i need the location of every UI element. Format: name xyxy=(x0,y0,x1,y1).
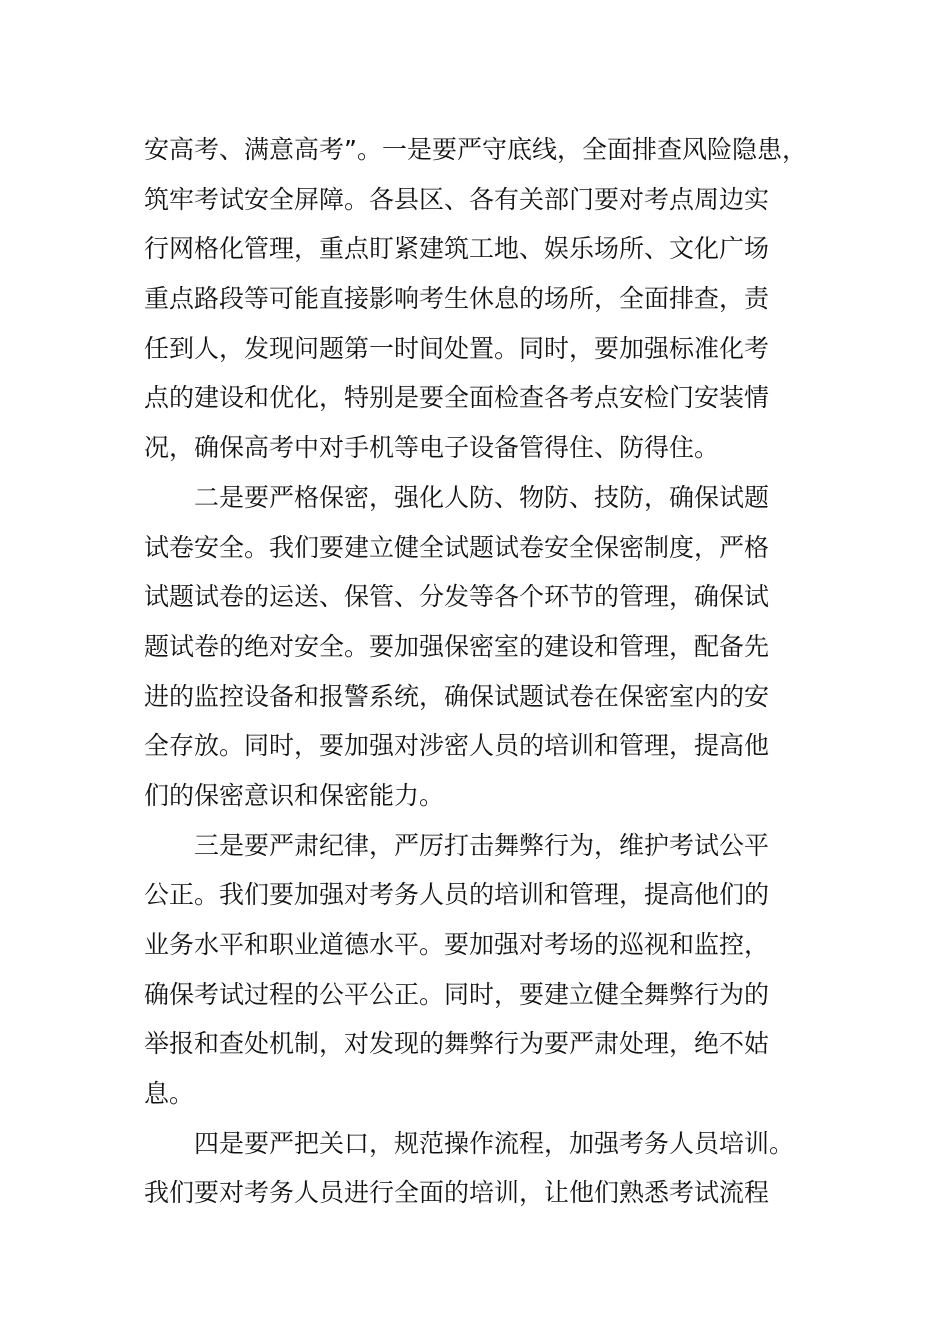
paragraph-2 xyxy=(144,473,820,821)
text-line: 筑牢考试安全屏障。各县区、各有关部门要对考点周边实 xyxy=(144,184,770,214)
text-line: 行网格化管理，重点盯紧建筑工地、娱乐场所、文化广场 xyxy=(144,234,770,264)
text-line: 试题试卷的运送、保管、分发等各个环节的管理，确保试 xyxy=(144,582,770,612)
text-line: 息。 xyxy=(144,1079,195,1109)
text-line: 确保考试过程的公平公正。同时，要建立健全舞弊行为的 xyxy=(144,979,770,1009)
text-line: 题试卷的绝对安全。要加强保密室的建设和管理，配备先 xyxy=(144,631,770,661)
text-line: 进的监控设备和报警系统，确保试题试卷在保密室内的安 xyxy=(144,681,770,711)
paragraph-4 xyxy=(144,1119,820,1218)
text-line: 安高考、满意高考”。一是要严守底线，全面排查风险隐患， xyxy=(144,135,807,164)
text-line: 试卷安全。我们要建立健全试题试卷安全保密制度，严格 xyxy=(144,532,770,562)
paragraph-1 xyxy=(144,125,820,473)
text-line: 二是要严格保密，强化人防、物防、技防，确保试题 xyxy=(194,482,770,512)
text-line: 任到人，发现问题第一时间处置。同时，要加强标准化考 xyxy=(144,333,770,363)
text-line: 三是要严肃纪律，严厉打击舞弊行为，维护考试公平 xyxy=(194,830,770,860)
text-line: 全存放。同时，要加强对涉密人员的培训和管理，提高他 xyxy=(144,731,770,761)
paragraph-3 xyxy=(144,821,820,1119)
text-line: 点的建设和优化，特别是要全面检查各考点安检门安装情 xyxy=(144,383,770,413)
text-line: 们的保密意识和保密能力。 xyxy=(144,780,445,810)
text-line: 重点路段等可能直接影响考生休息的场所，全面排查，责 xyxy=(144,284,770,314)
text-line: 举报和查处机制，对发现的舞弊行为要严肃处理，绝不姑 xyxy=(144,1029,770,1059)
text-line: 公正。我们要加强对考务人员的培训和管理，提高他们的 xyxy=(144,880,770,910)
text-line: 业务水平和职业道德水平。要加强对考场的巡视和监控， xyxy=(144,930,770,959)
text-line: 况，确保高考中对手机等电子设备管得住、防得住。 xyxy=(144,433,720,463)
text-line: 四是要严把关口，规范操作流程，加强考务人员培训。 xyxy=(194,1128,795,1158)
text-line: 我们要对考务人员进行全面的培训，让他们熟悉考试流程 xyxy=(144,1178,770,1208)
document-body xyxy=(144,125,820,1218)
